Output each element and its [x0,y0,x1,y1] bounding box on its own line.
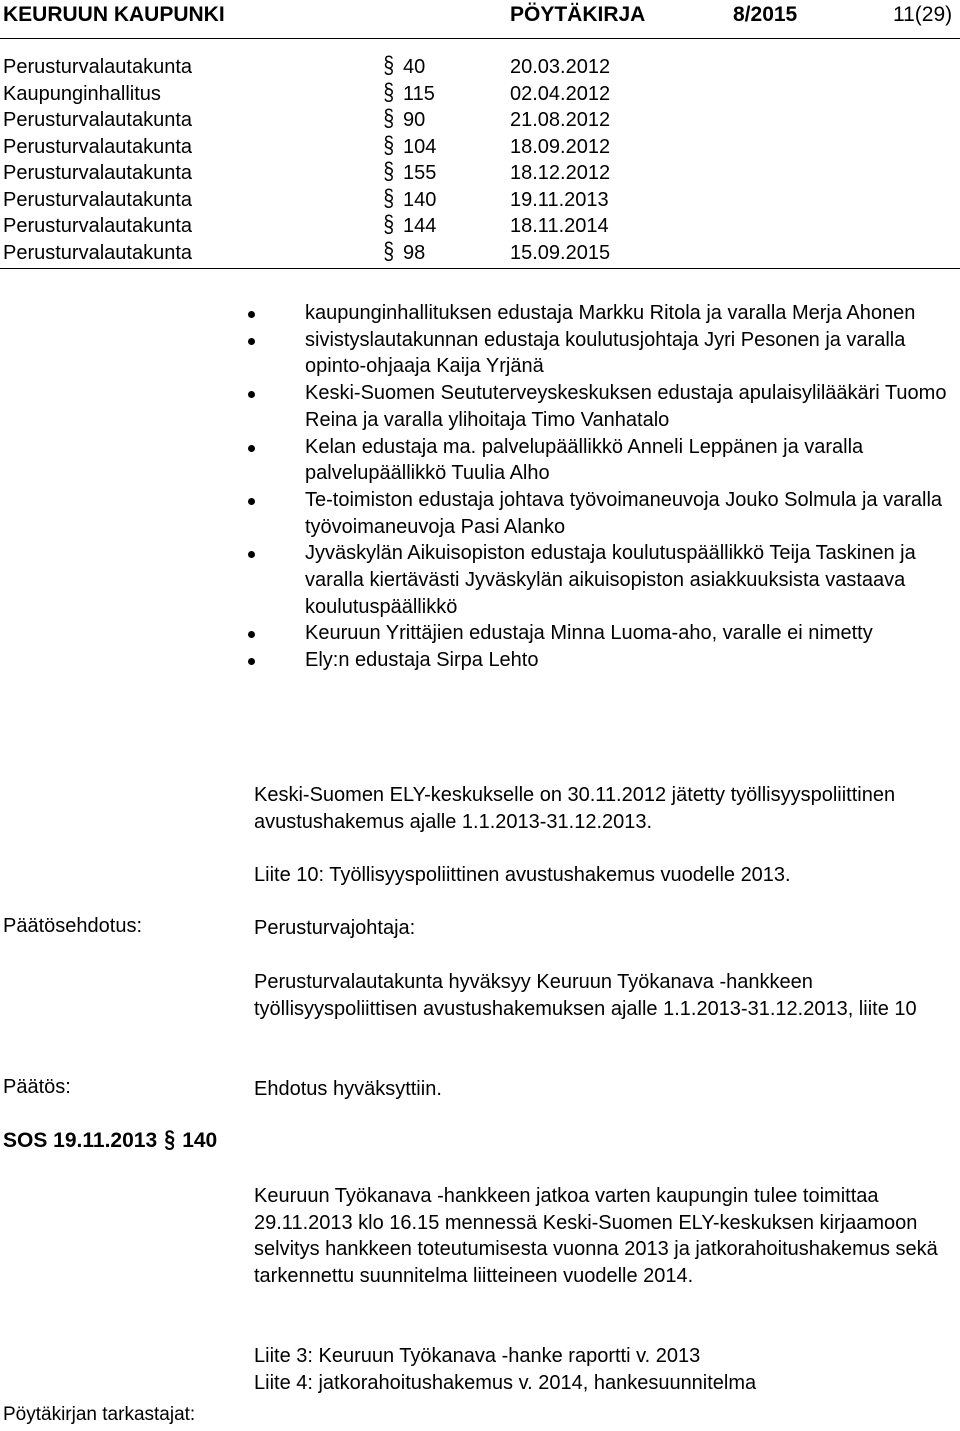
sos-heading [3,1126,218,1153]
history-body: Perusturvalautakunta [3,215,193,237]
member-text: Ely:n edustaja Sirpa Lehto [305,649,539,672]
section-icon: § [383,131,395,159]
application-note: Keski-Suomen ELY-keskukselle on 30.11.2012 jätetty työllisyyspoliittinen avustushakemus ajalle 1.1.2013-31.12.2013. [254,784,896,833]
member-item [245,327,960,380]
section-icon: § [383,211,395,238]
history-number: 155 [403,162,437,184]
history-number: 144 [403,215,437,237]
section-icon: § [383,237,395,265]
history-body: Perusturvalautakunta [3,241,193,264]
history-row [0,237,960,268]
history-date: 18.11.2014 [510,215,609,237]
proposal-label: Päätösehdotus: [3,915,142,937]
history-date: 15.09.2015 [510,241,611,264]
member-item [245,647,960,674]
bullet-icon [248,311,255,318]
history-row [0,211,960,241]
proposal-author: Perusturvajohtaja: [254,917,416,939]
attachment-item: Liite 3: Keuruun Työkanava -hanke raportti v. 2013 [254,1345,701,1367]
history-row [0,52,960,82]
sos-heading-number: 140 [182,1129,218,1152]
city-name: KEURUUN KAUPUNKI [3,3,225,26]
page-number: 11(29) [893,3,953,26]
decision-text: Ehdotus hyväksyttiin. [254,1078,442,1100]
member-text: sivistyslautakunnan edustaja koulutusjohtaja Jyri Pesonen ja varalla opinto-ohjaaja Kaija Yrjänä [305,328,906,378]
history-number: 98 [403,241,426,264]
section-icon: § [383,158,395,185]
attachment-item: Liite 4: jatkorahoitushakemus v. 2014, hankesuunnitelma [254,1371,757,1394]
sos-text: Keuruun Työkanava -hankkeen jatkoa varten kaupungin tulee toimittaa 29.11.2013 klo 16.15 mennessä Keski-Suomen ELY-keskuksen kirjaamoon selvitys hankkeen toteutumisesta vuonna 2013 ja jatkorahoitushakemus sekä tarkennettu suunnitelma liitteineen vuodelle 2014. [254,1185,938,1288]
history-body: Perusturvalautakunta [3,188,193,211]
member-item [245,487,960,540]
member-item [245,434,960,487]
member-text: Kelan edustaja ma. palvelupäällikkö Anneli Leppänen ja varalla palvelupäällikkö Tuulia Alho [305,435,864,485]
minutes-checkers-label: Pöytäkirjan tarkastajat: [3,1404,196,1425]
history-number: 104 [403,135,437,158]
history-rule [0,268,960,269]
history-date: 18.12.2012 [510,162,611,184]
history-date: 21.08.2012 [510,109,611,131]
member-item [245,540,960,620]
bullet-icon [248,445,255,452]
history-body: Perusturvalautakunta [3,162,193,184]
header-rule [0,38,960,39]
history-body: Perusturvalautakunta [3,135,193,158]
section-icon: § [383,184,395,212]
history-date: 19.11.2013 [510,188,609,211]
section-icon: § [164,1126,176,1153]
proposal-text: Perusturvalautakunta hyväksyy Keuruun Työkanava -hankkeen työllisyyspoliittisen avustushakemuksen ajalle 1.1.2013-31.12.2013, liite 10 [254,971,917,1020]
history-number: 90 [403,109,426,131]
history-number: 140 [403,188,437,211]
attachment-list [254,1343,960,1396]
bullet-icon [248,551,255,558]
bullet-icon [248,391,255,398]
member-text: Te-toimiston edustaja johtava työvoimaneuvoja Jouko Solmula ja varalla työvoimaneuvoja Pasi Alanko [305,488,943,538]
member-item [245,620,960,647]
bullet-icon [248,338,255,345]
document-number: 8/2015 [733,3,798,26]
history-row [0,131,960,162]
member-item [245,380,960,433]
history-date: 20.03.2012 [510,56,611,78]
bullet-icon [248,631,255,638]
history-date: 18.09.2012 [510,135,611,158]
sos-heading-text: SOS 19.11.2013 [3,1129,158,1152]
member-text: Keski-Suomen Seututerveyskeskuksen edustaja apulaisylilääkäri Tuomo Reina ja varalla ylihoitaja Timo Vanhatalo [305,382,947,431]
bullet-icon [248,658,255,665]
member-list [245,300,960,674]
history-row [0,78,960,109]
history-number: 40 [403,56,426,78]
section-icon: § [383,78,395,106]
decision-label: Päätös: [3,1076,71,1098]
history-number: 115 [403,82,435,105]
history-row [0,158,960,188]
history-date: 02.04.2012 [510,82,611,105]
section-icon: § [383,52,395,79]
member-text: kaupunginhallituksen edustaja Markku Ritola ja varalla Merja Ahonen [305,302,916,324]
history-row [0,184,960,215]
member-text: Jyväskylän Aikuisopiston edustaja koulutuspäällikkö Teija Taskinen ja varalla kiertävästi Jyväskylän aikuisopiston asiakkuuksista vastaava koulutuspäällikkö [305,542,916,618]
history-body: Perusturvalautakunta [3,56,193,78]
member-item [245,300,960,327]
attachment-10: Liite 10: Työllisyyspoliittinen avustushakemus vuodelle 2013. [254,864,791,886]
history-row [0,105,960,135]
member-text: Keuruun Yrittäjien edustaja Minna Luoma-aho, varalle ei nimetty [305,622,873,645]
section-icon: § [383,105,395,132]
bullet-icon [248,498,255,505]
history-body: Perusturvalautakunta [3,109,193,131]
document-type: PÖYTÄKIRJA [510,3,646,26]
history-body: Kaupunginhallitus [3,82,161,105]
